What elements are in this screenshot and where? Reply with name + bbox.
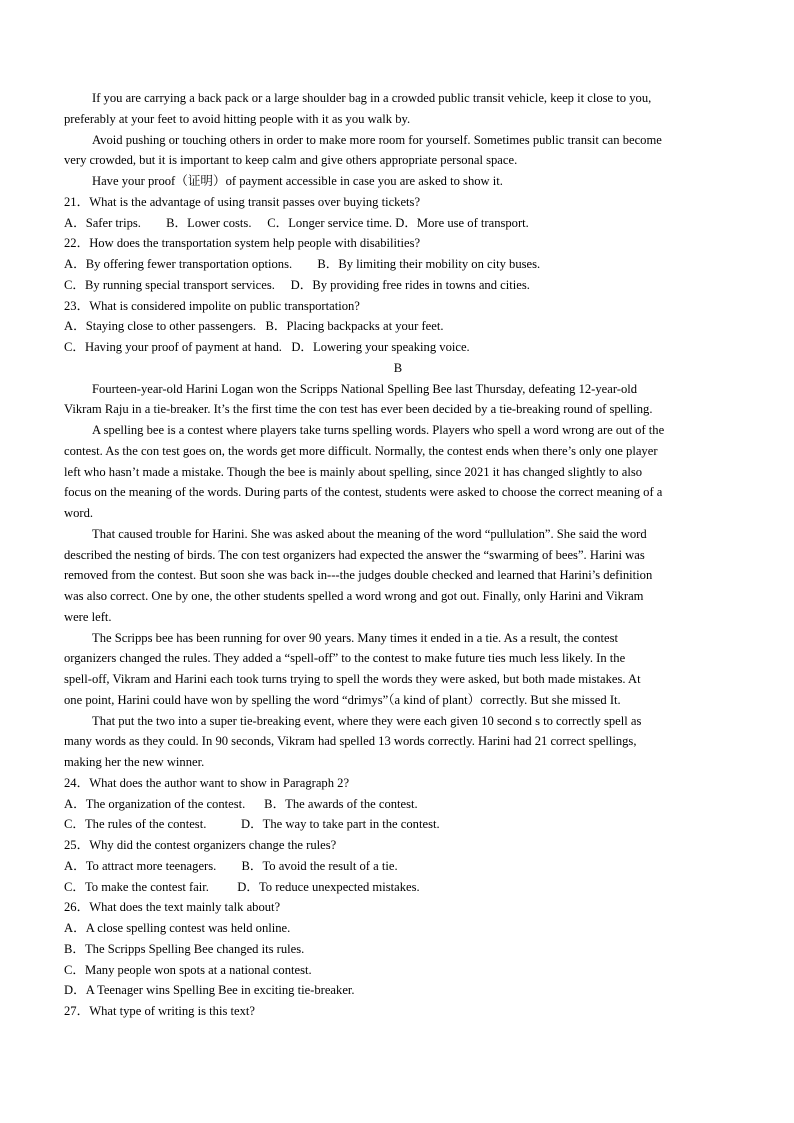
text-line: If you are carrying a back pack or a large shoulder bag in a crowded public transit vehicle, keep it close to you, [92,91,652,105]
text-line: A．By offering fewer transportation options. B．By limiting their mobility on city buses. [64,257,541,271]
text-line: 23．What is considered impolite on public transportation? [64,298,360,313]
text-line: C．The rules of the contest. D．The way to take part in the contest. [64,817,440,832]
text-line: removed from the contest. But soon she was back in---the judges double checked and learned that Harini’s definition [64,568,653,583]
text-line: C．To make the contest fair. D．To reduce unexpected mistakes. [64,879,420,894]
text-line: C．Having your proof of payment at hand. D．Lowering your speaking voice. [64,340,470,354]
text-line: spell-off, Vikram and Harini each took turns trying to spell the words they were asked, but both made mistakes. At [64,672,641,686]
text-line: many words as they could. In 90 seconds, Vikram had spelled 13 words correctly. Harini had 21 correct spellings, [64,734,637,749]
text-line: A．To attract more teenagers. B．To avoid the result of a tie. [64,858,398,873]
text-line: one point, Harini could have won by spelling the word “drimys”（a kind of plant）correctly. But she missed It. [64,692,621,707]
text-line: That put the two into a super tie-breaking event, where they were each given 10 second s to correctly spell as [92,713,642,728]
text-line: described the nesting of birds. The con test organizers had expected the answer the “swarming of bees”. Harini was [64,547,645,562]
text-line: left who hasn’t made a mistake. Though the bee is mainly about spelling, since 2021 it has changed slightly to also [64,464,643,479]
text-line: word. [64,506,94,520]
text-line: focus on the meaning of the words. During parts of the contest, students were asked to choose the correct meaning of a [64,485,663,500]
text-line: were left. [64,609,112,624]
text-line: D．A Teenager wins Spelling Bee in exciting tie-breaker. [64,983,355,998]
section-heading: B [393,360,403,375]
text-line: was also correct. One by one, the other students spelled a word wrong and got out. Finally, only Harini and Vikram [64,589,644,603]
text-line: That caused trouble for Harini. She was asked about the meaning of the word “pullulation”. She said the word [92,526,647,541]
text-line: organizers changed the rules. They added a “spell-off” to the contest to make future ties much less likely. In the [64,651,626,666]
text-line: 24．What does the author want to show in Paragraph 2? [64,775,350,790]
text-line: 27．What type of writing is this text? [64,1004,255,1018]
text-line: A．The organization of the contest. B．The awards of the contest. [64,796,418,811]
text-line: Avoid pushing or touching others in order to make more room for yourself. Sometimes public transit can become [92,132,662,147]
text-line: A．A close spelling contest was held online. [64,921,291,935]
text-line: A spelling bee is a contest where players take turns spelling words. Players who spell a word wrong are out of the [92,423,665,437]
document-page [64,88,732,1022]
text-line: 26．What does the text mainly talk about? [64,900,281,915]
text-line: preferably at your feet to avoid hitting people with it as you walk by. [64,111,411,126]
text-line: B．The Scripps Spelling Bee changed its rules. [64,941,305,956]
text-line: contest. As the con test goes on, the words get more difficult. Normally, the contest ends when there’s only one player [64,443,658,458]
text-line: C．Many people won spots at a national contest. [64,962,312,977]
text-line: making her the new winner. [64,755,205,769]
text-line: C．By running special transport services. D．By providing free rides in towns and cities. [64,277,530,292]
text-line: 25．Why did the contest organizers change the rules? [64,838,337,852]
text-line: The Scripps bee has been running for over 90 years. Many times it ended in a tie. As a result, the contest [92,630,618,645]
text-line: 21．What is the advantage of using transit passes over buying tickets? [64,194,421,209]
text-line: A．Safer trips. B．Lower costs. C．Longer service time. D．More use of transport. [64,215,529,230]
text-line: A．Staying close to other passengers. B．Placing backpacks at your feet. [64,319,444,334]
text-line: very crowded, but it is important to keep calm and give others appropriate personal space. [64,153,518,168]
text-line: 22．How does the transportation system help people with disabilities? [64,236,421,251]
text-line: Fourteen-year-old Harini Logan won the Scripps National Spelling Bee last Thursday, defeating 12-year-old [92,381,638,396]
text-line: Have your proof（证明）of payment accessible in case you are asked to show it. [92,174,503,188]
text-line: Vikram Raju in a tie-breaker. It’s the first time the con test has ever been decided by a tie-breaking round of spelling. [64,402,653,417]
